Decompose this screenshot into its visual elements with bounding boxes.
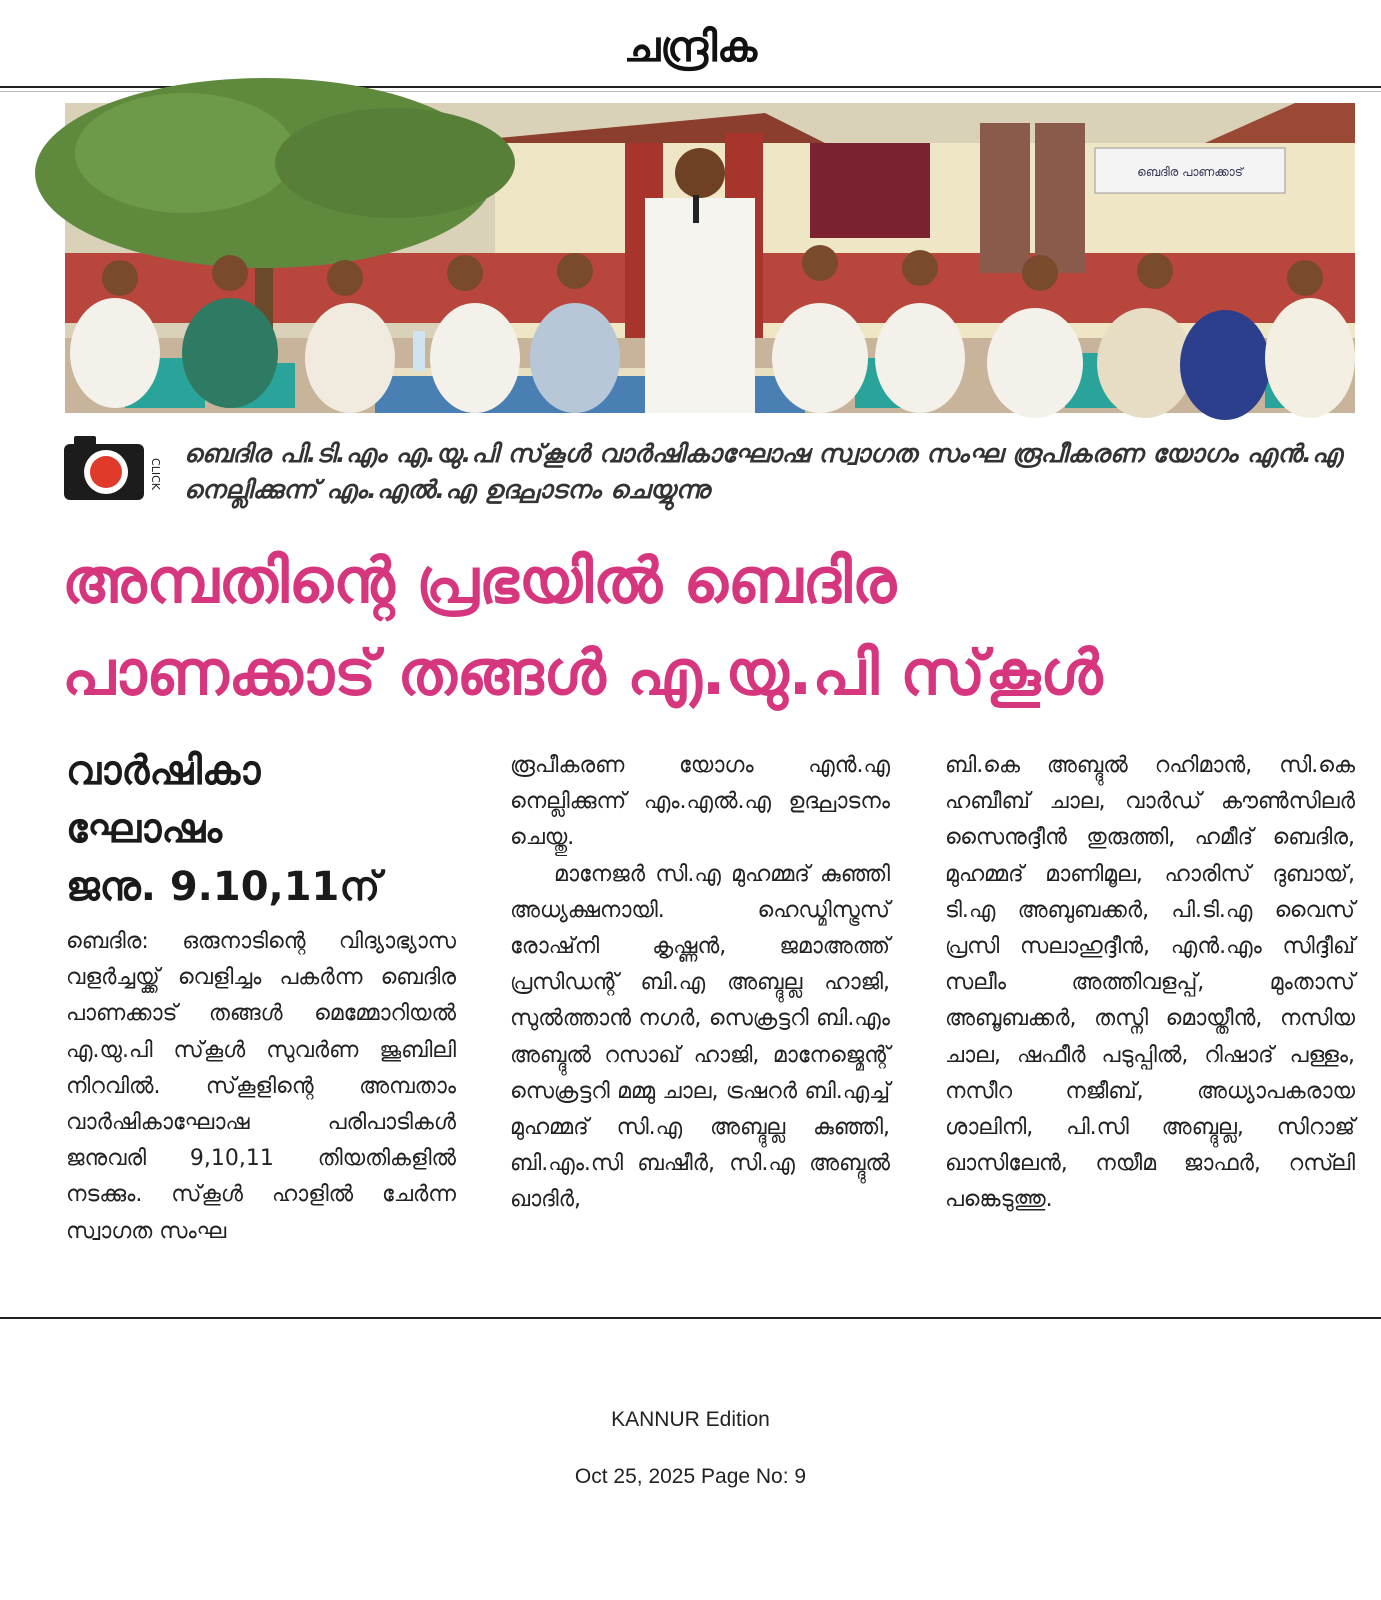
camera-click-icon (62, 434, 160, 504)
headline-line-1: അമ്പതിന്റെ പ്രഭയിൽ ബെദിര (62, 544, 897, 617)
article-column-2 (510, 748, 890, 1219)
caption-text: ബെദിര പി.ടി.എം എ.യു.പി സ്‌കൂൾ വാർഷികാഘോഷ സ്വാഗത സംഘ രൂപീകരണ യോഗം എൻ.എ നെല്ലിക്കുന്ന് എം.എൽ.എ ഉദ്ഘാടനം ചെയ്യുന്നു (184, 439, 1343, 504)
photo-caption (62, 432, 1362, 512)
date-page-label: Oct 25, 2025 Page No: 9 (574, 1465, 807, 1488)
subheadline-line-3: ജനു. 9.10,11ന് (66, 864, 381, 910)
edition-label: KANNUR Edition (611, 1408, 770, 1431)
subheadline-line-1: വാർഷികാ (66, 748, 261, 794)
article-paragraph: ബി.കെ അബ്ദുൽ റഹിമാൻ, സി.കെ ഹബീബ് ചാല, വാർഡ് കൗൺസിലർ സൈനുദ്ദീൻ തുരുത്തി, ഹമീദ് ബെദിര, മുഹമ്മദ് മാണിമൂല, ഹാരിസ് ദുബായ്, ടി.എ അബുബക്കർ, പി.ടി.എ വൈസ് പ്രസി സലാഹുദ്ദീൻ, എൻ.എം സിദ്ദീഖ് സലീം അത്തിവളപ്പ്, മുംതാസ് അബൂബക്കർ, തസ്നി മൊയ്തീൻ, നസിയ ചാല, ഷഫീർ പടുപ്പിൽ, റിഷാദ് പള്ളം, നസീറ നജീബ്, അധ്യാപകരായ ശാലിനി, പി.സി അബ്ദുല്ല, സിറാജ് ഖാസിലേൻ, നയീമ ജാഫർ, റസ്‍ലി പങ്കെടുത്തു. (945, 753, 1355, 1213)
masthead (0, 0, 1381, 88)
article-bottom-divider (0, 1317, 1381, 1319)
headline (62, 535, 1362, 719)
subheadline-line-2: ഘോഷം (66, 806, 223, 852)
camera-icon-label: CLICK (149, 458, 162, 490)
newspaper-logo: ചന്ദ്രിക (623, 22, 758, 71)
article-paragraph: മാനേജർ സി.എ മുഹമ്മദ് കുഞ്ഞി അധ്യക്ഷനായി. ഹെഡ്മിസ്ട്രസ് രോഷ്‌നി കൃഷ്ണൻ, ജമാഅത്ത് പ്രസിഡന്റ് ബി.എ അബ്ദുല്ല ഹാജി, സുൽത്താൻ നഗർ, സെക്രട്ടറി ബി.എം അബ്ദുൽ റസാഖ് ഹാജി, മാനേജ്മെന്റ് സെക്രട്ടറി മമ്മു ചാല, ട്രഷറർ ബി.എച്ച് മുഹമ്മദ് സി.എ അബ്ദുല്ല കുഞ്ഞി, ബി.എം.സി ബഷീർ, സി.എ അബ്ദുൽ ഖാദിർ, (510, 861, 890, 1213)
article-paragraph: രൂപീകരണ യോഗം എൻ.എ നെല്ലിക്കുന്ന് എം.എൽ.എ ഉദ്ഘാടനം ചെയ്തു. (510, 753, 890, 851)
article-column-3 (945, 748, 1355, 1219)
subheadline (66, 742, 456, 916)
news-photo (65, 103, 1355, 413)
photo-banner-text: ബെദിര പാണക്കാട് (1137, 165, 1243, 179)
article-column-1 (66, 742, 456, 1250)
article-paragraph: ബെദിര: ഒരുനാടിന്റെ വിദ്യാഭ്യാസ വളർച്ചയ്ക്ക് വെളിച്ചം പകർന്ന ബെദിര പാണക്കാട് തങ്ങൾ മെമ്മോറിയൽ എ.യു.പി സ്‌കൂൾ സുവർണ ജൂബിലി നിറവിൽ. സ്‌കൂളിന്റെ അമ്പതാം വാർഷികാഘോഷ പരിപാടികൾ ജനുവരി 9,10,11 തിയതികളിൽ നടക്കും. സ്‌കൂൾ ഹാളിൽ ചേർന്ന സ്വാഗത സംഘ (66, 929, 456, 1244)
news-photo-illustration (65, 103, 1355, 413)
headline-line-2: പാണക്കാട് തങ്ങൾ എ.യു.പി സ്‌കൂൾ (62, 636, 1103, 709)
